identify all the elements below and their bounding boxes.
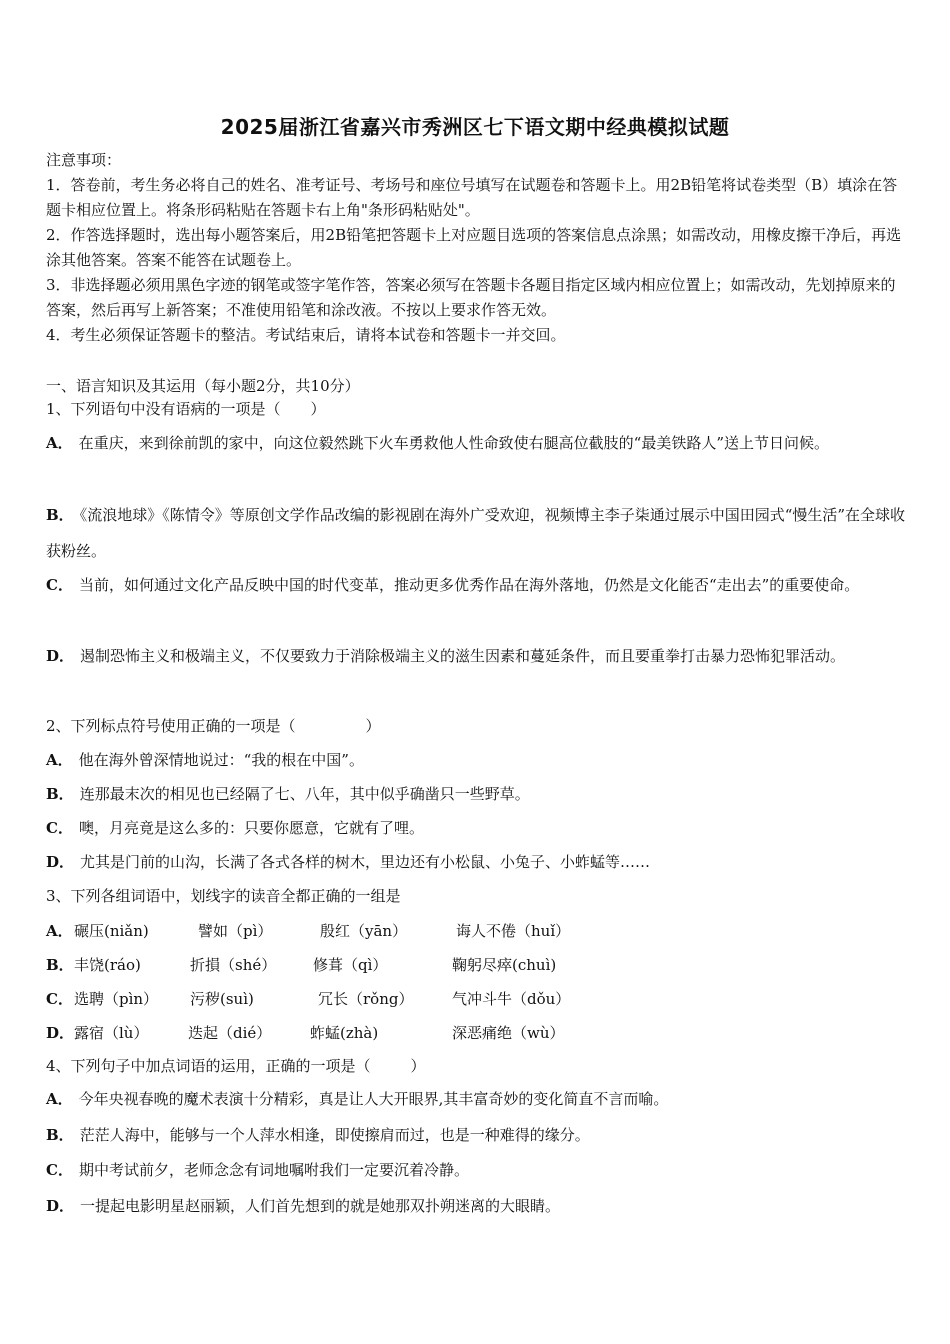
option-text: 当前，如何通过文化产品反映中国的时代变革，推动更多优秀作品在海外落地，仍然是文化能否“走出去”的重要使命。 [78,576,860,594]
q4-option-d [46,1196,560,1216]
notice-item-4: 4．考生必须保证答题卡的整洁。考试结束后，请将本试卷和答题卡一并交回。 [46,326,566,344]
page-title: 2025届浙江省嘉兴市秀洲区七下语文期中经典模拟试题 [220,115,730,139]
q2-option-b [46,784,530,804]
notice-heading: 注意事项： [46,151,122,169]
option-text: 尤其是门前的山沟，长满了各式各样的树木，里边还有小松鼠、小兔子、小蚱蜢等…… [80,853,651,871]
option-label: D． [46,853,75,871]
q1-option-b [46,497,908,569]
option-text: 期中考试前夕，老师念念有词地嘱咐我们一定要沉着冷静。 [78,1161,469,1179]
word: 蚱蜢(zhà) [310,1024,379,1042]
q1-option-c [46,567,908,603]
row-label: A． [46,922,73,940]
q1-stem: 1、下列语句中没有语病的一项是（ ） [46,400,326,418]
row-label: C． [46,990,73,1008]
word: 折損（shé） [190,956,277,974]
q2-option-c [46,818,424,838]
option-label: C． [46,1161,73,1179]
row-label: B． [46,956,74,974]
option-text: 《流浪地球》《陈情令》等原创文学作品改编的影视剧在海外广受欢迎，视频博主李子柒通过展示中国田园式“慢生活”在全球收获粉丝。 [46,506,906,560]
q1-option-d [46,638,908,674]
q4-stem [46,1056,426,1076]
word: 冗长（rǒng） [318,990,414,1008]
word: 修葺（qì） [313,956,388,974]
q4-stem-suffix: ） [410,1057,426,1075]
option-label: A． [46,434,73,452]
notice-item-1: 1．答卷前，考生务必将自己的姓名、准考证号、考场号和座位号填写在试题卷和答题卡上。用2B铅笔将试卷类型（B）填涂在答题卡相应位置上。将条形码粘贴在答题卡右上角"条形码粘贴处"。 [46,176,898,219]
word: 鞠躬尽瘁(chuì) [452,956,557,974]
word: 露宿（lù） [74,1024,149,1042]
notice-item-2: 2．作答选择题时，选出每小题答案后，用2B铅笔把答题卡上对应题目选项的答案信息点涂黑；如需改动，用橡皮擦干净后，再选涂其他答案。答案不能答在试题卷上。 [46,226,902,269]
word: 迭起（dié） [188,1024,272,1042]
option-label: D． [46,1197,75,1215]
option-label: C． [46,576,73,594]
q4-stem-prefix: 4、下列句子中加点词语的运用，正确的一项是（ [46,1057,371,1075]
word: 选聘（pìn） [74,990,159,1008]
word: 气冲斗牛（dǒu） [452,990,571,1008]
word: 污秽(suì) [190,990,254,1008]
row-label: D． [46,1024,75,1042]
q2-stem [46,716,381,736]
word: 殷红（yān） [320,922,408,940]
word: 譬如（pì） [198,922,273,940]
option-label: A． [46,751,73,769]
word: 诲人不倦（huǐ） [456,922,571,940]
q2-option-a [46,750,364,770]
option-label: B． [46,506,74,524]
q4-option-c [46,1160,469,1180]
q4-option-b [46,1125,590,1145]
q2-stem-prefix: 2、下列标点符号使用正确的一项是（ [46,717,296,735]
option-label: D． [46,647,75,665]
word: 碾压(niǎn) [74,922,149,940]
q1-option-a [46,425,908,461]
word: 深恶痛绝（wù） [452,1024,565,1042]
option-label: B． [46,785,74,803]
q2-option-d [46,852,650,872]
option-label: B． [46,1126,74,1144]
option-text: 遏制恐怖主义和极端主义，不仅要致力于消除极端主义的滋生因素和蔓延条件，而且要重拳打击暴力恐怖犯罪活动。 [80,647,846,665]
word: 丰饶(ráo) [74,956,141,974]
option-label: A． [46,1090,73,1108]
option-label: C． [46,819,73,837]
option-text: 茫茫人海中，能够与一个人萍水相逢，即使擦肩而过，也是一种难得的缘分。 [79,1126,590,1144]
q4-option-a [46,1089,668,1109]
notice-item-3: 3．非选择题必须用黑色字迹的钢笔或签字笔作答，答案必须写在答题卡各题目指定区域内相应位置上；如需改动，先划掉原来的答案，然后再写上新答案；不准使用铅笔和涂改液。不按以上要求作答无效。 [46,276,896,319]
option-text: 在重庆，来到徐前凯的家中，向这位毅然跳下火车勇救他人性命致使右腿高位截肢的“最美铁路人”送上节日问候。 [78,434,829,452]
option-text: 一提起电影明星赵丽颖，人们首先想到的就是她那双扑朔迷离的大眼睛。 [80,1197,561,1215]
option-text: 连那最末次的相见也已经隔了七、八年，其中似乎确凿只一些野草。 [79,785,530,803]
option-text: 今年央视春晚的魔术表演十分精彩，真是让人大开眼界,其丰富奇妙的变化简直不言而喻。 [78,1090,669,1108]
q2-stem-suffix: ） [365,717,381,735]
option-text: 噢，月亮竟是这么多的：只要你愿意，它就有了哩。 [78,819,424,837]
option-text: 他在海外曾深情地说过：“我的根在中国”。 [78,751,364,769]
section-heading: 一、语言知识及其运用（每小题2分，共10分） [46,377,360,395]
q3-stem: 3、下列各组词语中，划线字的读音全都正确的一组是 [46,887,401,905]
